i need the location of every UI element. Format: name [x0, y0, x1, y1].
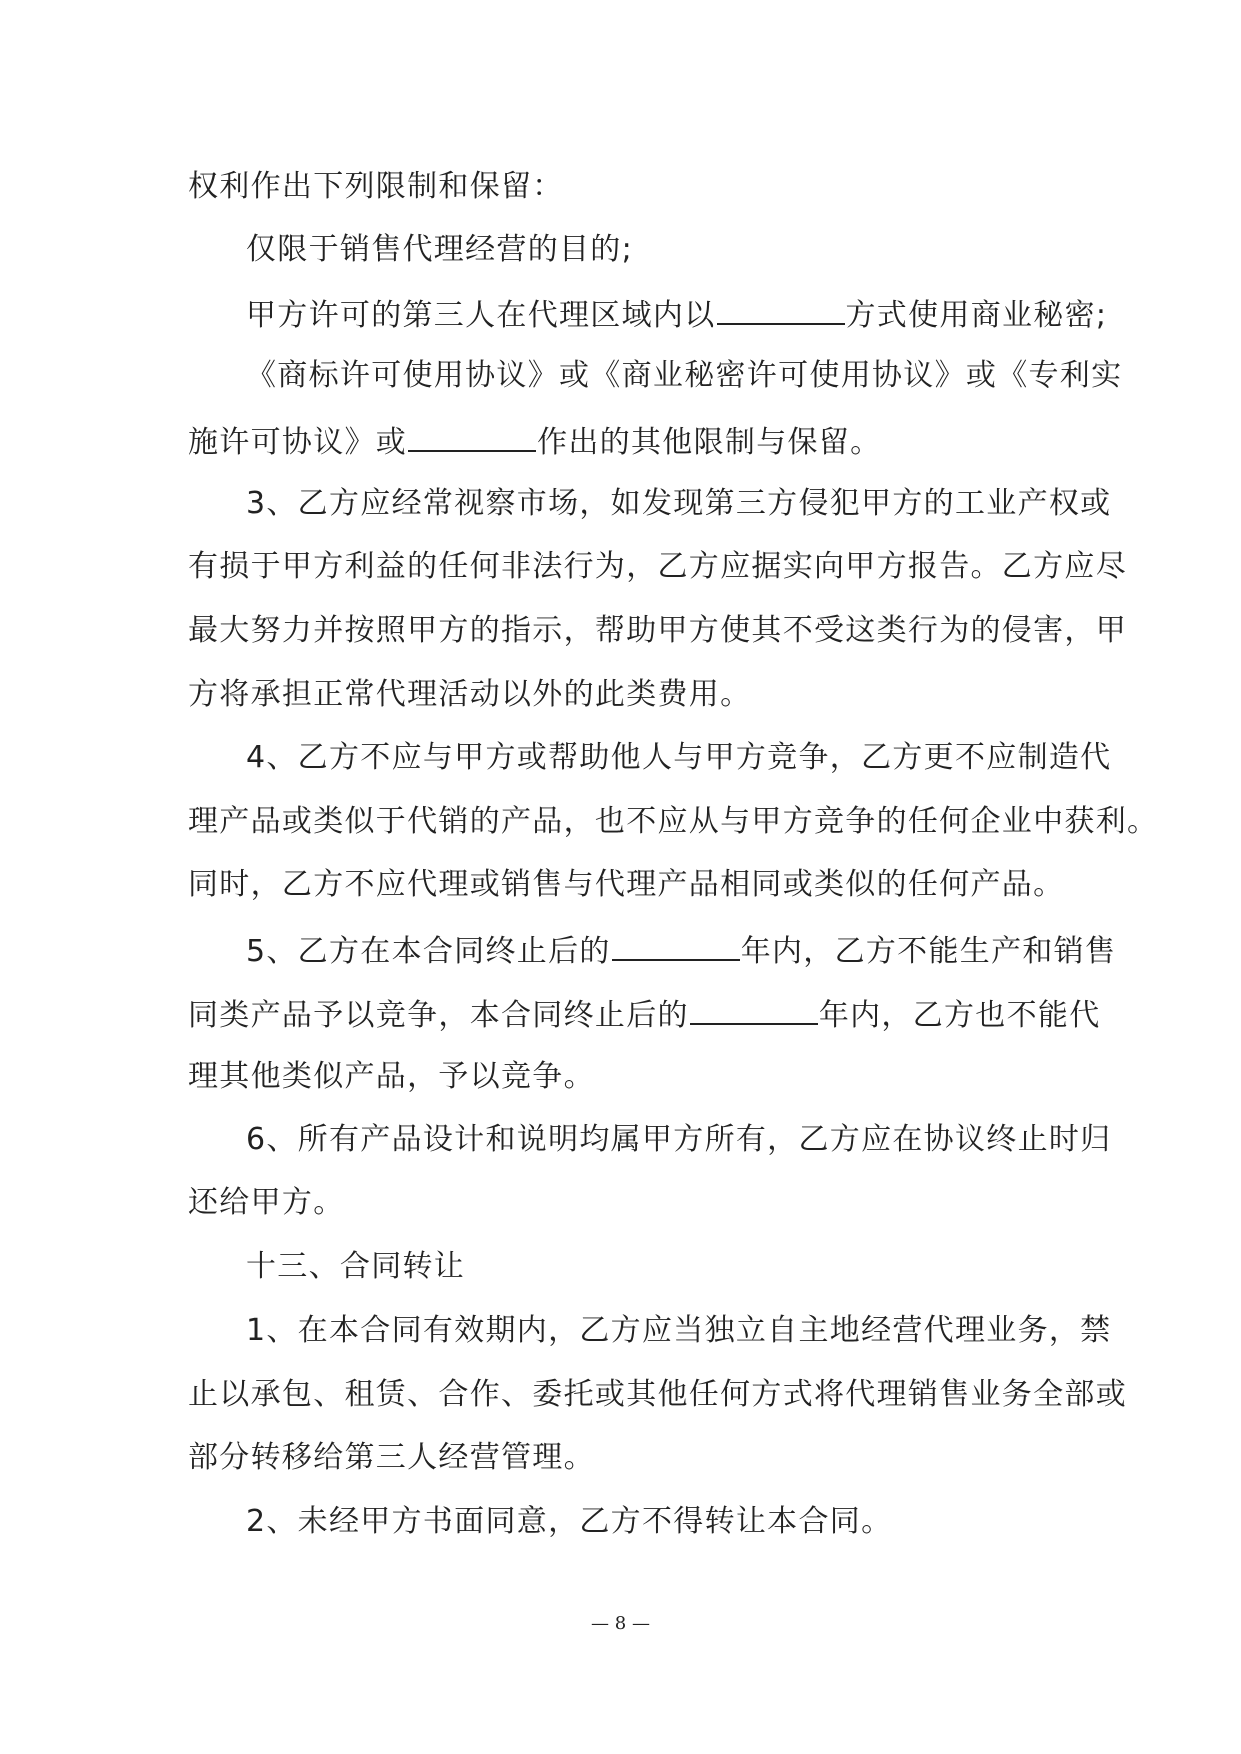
text-line-10: 4、乙方不应与甲方或帮助他人与甲方竞争，乙方更不应制造代 [246, 740, 1112, 775]
text-segment: 同类产品予以竞争，本合同终止后的 [188, 998, 689, 1033]
text-segment: 5、乙方在本合同终止后的 [246, 934, 611, 969]
text-line-2: 仅限于销售代理经营的目的; [246, 232, 634, 267]
text-line-11: 理产品或类似于代销的产品，也不应从与甲方竞争的任何企业中获利。 [188, 804, 1159, 839]
fill-in-blank [690, 993, 818, 1025]
text-segment: 施许可协议》或 [188, 425, 408, 460]
text-line-17: 还给甲方。 [188, 1185, 345, 1220]
text-line-21: 部分转移给第三人经营管理。 [188, 1440, 595, 1475]
text-line-4: 《商标许可使用协议》或《商业秘密许可使用协议》或《专利实 [246, 358, 1123, 393]
text-segment: 作出的其他限制与保留。 [537, 425, 882, 460]
text-line-6: 3、乙方应经常视察市场，如发现第三方侵犯甲方的工业产权或 [246, 486, 1112, 521]
section-heading: 十三、合同转让 [246, 1249, 466, 1284]
text-segment: 方式使用商业秘密; [845, 298, 1108, 333]
text-line-15: 理其他类似产品，予以竞争。 [188, 1059, 595, 1094]
text-line-12: 同时，乙方不应代理或销售与代理产品相同或类似的任何产品。 [188, 867, 1065, 902]
text-line-5 [188, 420, 881, 460]
text-line-8: 最大努力并按照甲方的指示，帮助甲方使其不受这类行为的侵害，甲 [188, 613, 1127, 648]
text-line-19: 1、在本合同有效期内，乙方应当独立自主地经营代理业务，禁 [246, 1313, 1112, 1348]
text-line-3 [246, 293, 1107, 333]
fill-in-blank [612, 929, 740, 961]
text-line-16: 6、所有产品设计和说明均属甲方所有，乙方应在协议终止时归 [246, 1122, 1112, 1157]
text-line-1: 权利作出下列限制和保留： [188, 169, 564, 204]
text-line-20: 止以承包、租赁、合作、委托或其他任何方式将代理销售业务全部或 [188, 1377, 1127, 1412]
text-line-7: 有损于甲方利益的任何非法行为，乙方应据实向甲方报告。乙方应尽 [188, 549, 1127, 584]
text-segment: 年内，乙方不能生产和销售 [740, 934, 1117, 969]
text-segment: 年内，乙方也不能代 [818, 998, 1101, 1033]
fill-in-blank [408, 420, 536, 452]
fill-in-blank [717, 293, 845, 325]
text-line-9: 方将承担正常代理活动以外的此类费用。 [188, 677, 752, 712]
text-line-22: 2、未经甲方书面同意，乙方不得转让本合同。 [246, 1504, 893, 1539]
page-number: — 8 — [591, 1613, 650, 1634]
text-line-13 [246, 929, 1116, 969]
text-line-14 [188, 993, 1101, 1033]
text-segment: 甲方许可的第三人在代理区域内以 [246, 298, 716, 333]
